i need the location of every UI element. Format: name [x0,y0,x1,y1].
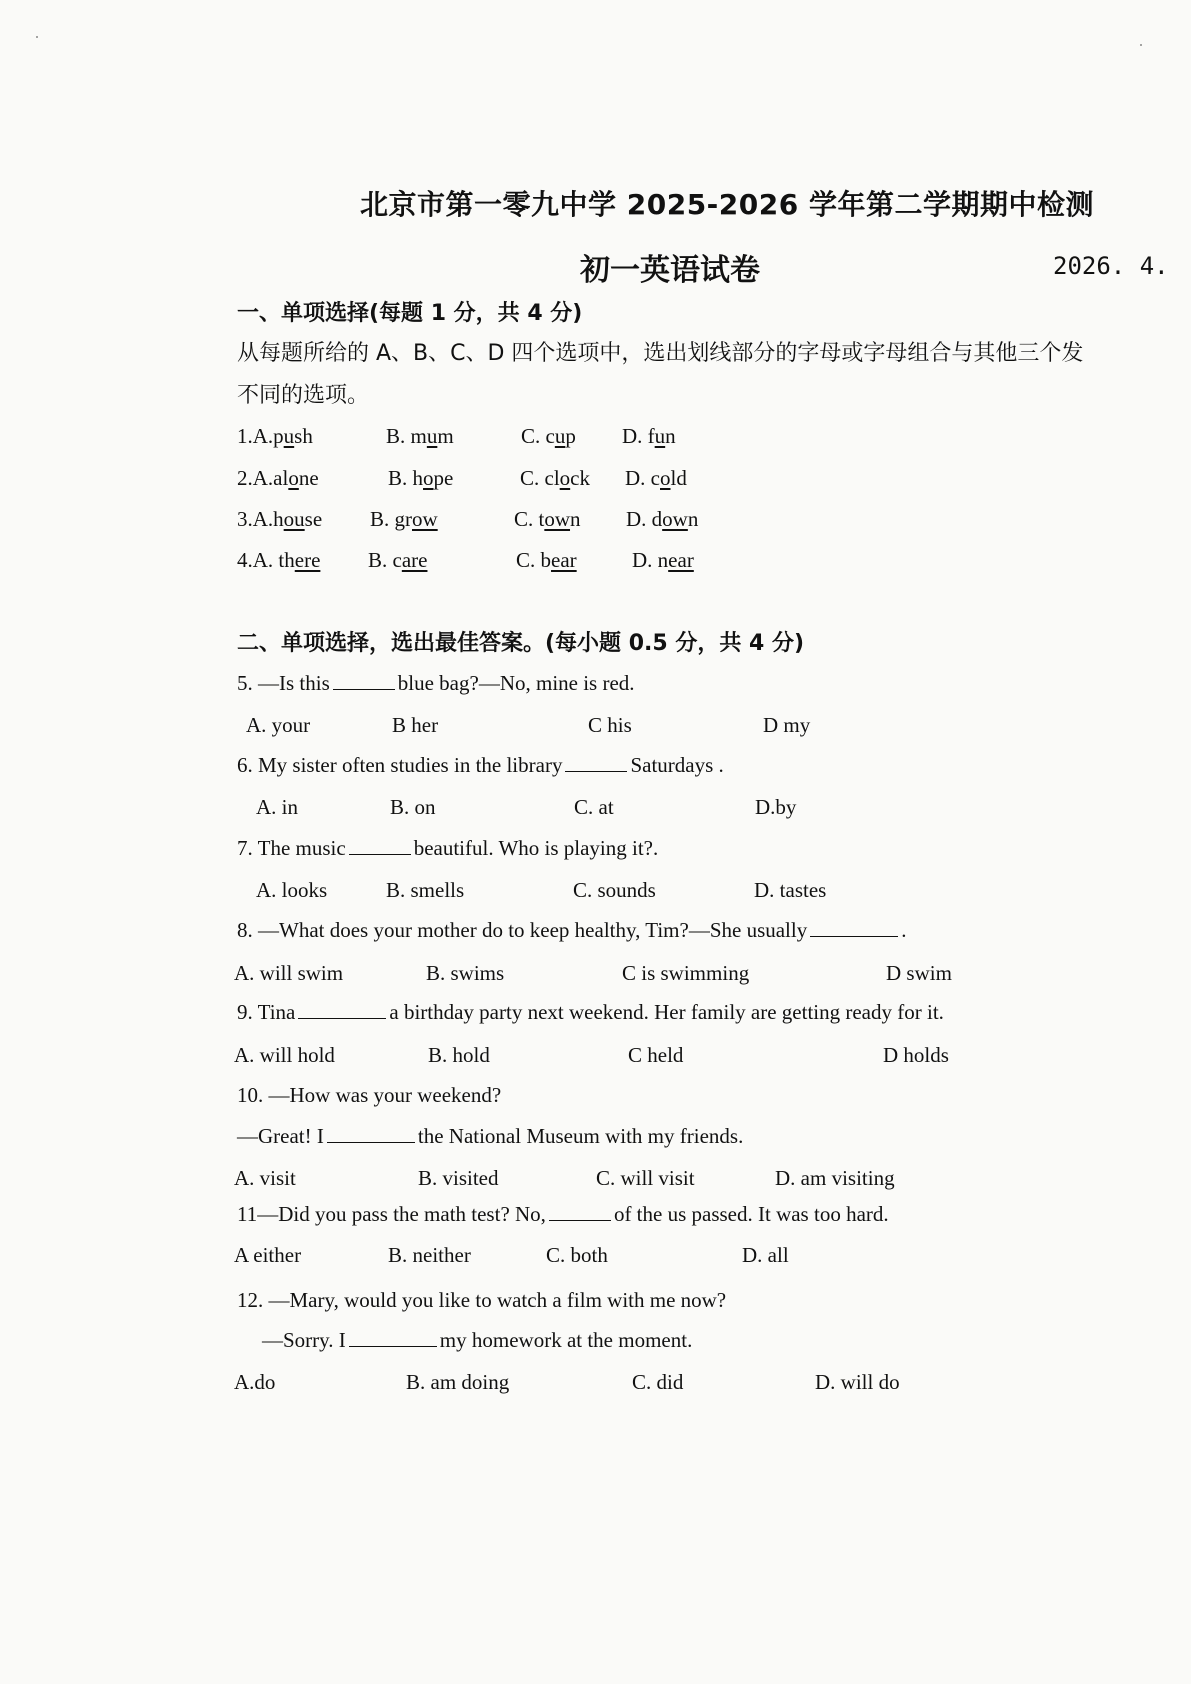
q6-option-b: B. on [390,795,436,819]
q9-option-b: B. hold [428,1043,490,1067]
phonics-item-3 [0,507,1191,539]
q9-option-c: C held [628,1043,684,1067]
q10-option-c: C. will visit [596,1166,695,1190]
phonics-item-2 [0,466,1191,498]
option-a: 3.A.house [237,507,323,531]
option-a: 4.A. there [237,548,321,572]
option-d: D. fun [622,424,676,448]
q12-option-d: D. will do [815,1370,900,1394]
option-c: C. cup [521,424,576,448]
question-11: 11—Did you pass the math test? No, of the us passed. It was too hard. [237,1202,889,1226]
q5-option-a: A. your [246,713,311,737]
q9-option-a: A. will hold [234,1043,335,1067]
option-d: D. down [626,507,699,531]
section2-heading: 二、单项选择，选出最佳答案。(每小题 0.5 分，共 4 分) [237,631,805,656]
q12-option-b: B. am doing [406,1370,510,1394]
q11-option-a: A either [234,1243,302,1267]
answer-blank [327,1124,415,1143]
option-c: C. town [514,507,581,531]
option-b: B. hope [388,466,454,490]
q8-option-a: A. will swim [234,961,344,985]
phonics-item-1 [0,424,1191,456]
q10-option-d: D. am visiting [775,1166,895,1190]
q8-option-b: B. swims [426,961,505,985]
exam-subtitle: 初一英语试卷 [580,253,760,288]
scan-speck [1140,44,1142,46]
q10-option-b: B. visited [418,1166,499,1190]
q11-option-c: C. both [546,1243,608,1267]
question-12: 12. —Mary, would you like to watch a film with me now? [237,1288,727,1312]
q5-option-d: D my [763,713,811,737]
q6-option-a: A. in [256,795,298,819]
q11-option-d: D. all [742,1243,789,1267]
exam-title: 北京市第一零九中学 2025-2026 学年第二学期期中检测 [360,188,1094,221]
question-5: 5. —Is this blue bag?—No, mine is red. [237,671,635,695]
section1-instruction-cont: 不同的选项。 [237,383,370,408]
q9-option-d: D holds [883,1043,949,1067]
option-b: B. grow [370,507,438,531]
q5-option-b: B her [392,713,439,737]
answer-blank [333,671,395,690]
section1-instruction: 从每题所给的 A、B、C、D 四个选项中，选出划线部分的字母或字母组合与其他三个发 [237,341,1084,366]
q6-option-c: C. at [574,795,614,819]
question-8: 8. —What does your mother do to keep healthy, Tim?—She usually . [237,918,907,942]
option-c: C. bear [516,548,577,572]
question-12-response: —Sorry. I my homework at the moment. [262,1328,693,1352]
scan-speck [36,36,38,38]
answer-blank [549,1202,611,1221]
phonics-item-4 [0,548,1191,580]
option-a: 1.A.push [237,424,313,448]
q11-option-b: B. neither [388,1243,471,1267]
q7-option-a: A. looks [256,878,328,902]
option-c: C. clock [520,466,590,490]
option-d: D. near [632,548,694,572]
q5-option-c: C his [588,713,632,737]
answer-blank [349,1328,437,1347]
answer-blank [298,1000,386,1019]
question-9: 9. Tina a birthday party next weekend. Her family are getting ready for it. [237,1000,944,1024]
q12-option-c: C. did [632,1370,684,1394]
q10-option-a: A. visit [234,1166,296,1190]
section1-heading: 一、单项选择(每题 1 分，共 4 分) [237,301,583,326]
q8-option-d: D swim [886,961,952,985]
q7-option-b: B. smells [386,878,465,902]
option-d: D. cold [625,466,687,490]
q12-option-a: A.do [234,1370,276,1394]
exam-date: 2026. 4. [1053,252,1169,280]
q6-option-d: D.by [755,795,797,819]
q8-option-c: C is swimming [622,961,750,985]
q7-option-d: D. tastes [754,878,827,902]
option-b: B. care [368,548,428,572]
question-10: 10. —How was your weekend? [237,1083,502,1107]
question-7: 7. The music beautiful. Who is playing it?. [237,836,659,860]
question-6: 6. My sister often studies in the library Saturdays . [237,753,724,777]
answer-blank [565,753,627,772]
q7-option-c: C. sounds [573,878,656,902]
answer-blank [810,918,898,937]
option-a: 2.A.alone [237,466,319,490]
question-10-response: —Great! I the National Museum with my friends. [237,1124,744,1148]
option-b: B. mum [386,424,454,448]
answer-blank [349,836,411,855]
